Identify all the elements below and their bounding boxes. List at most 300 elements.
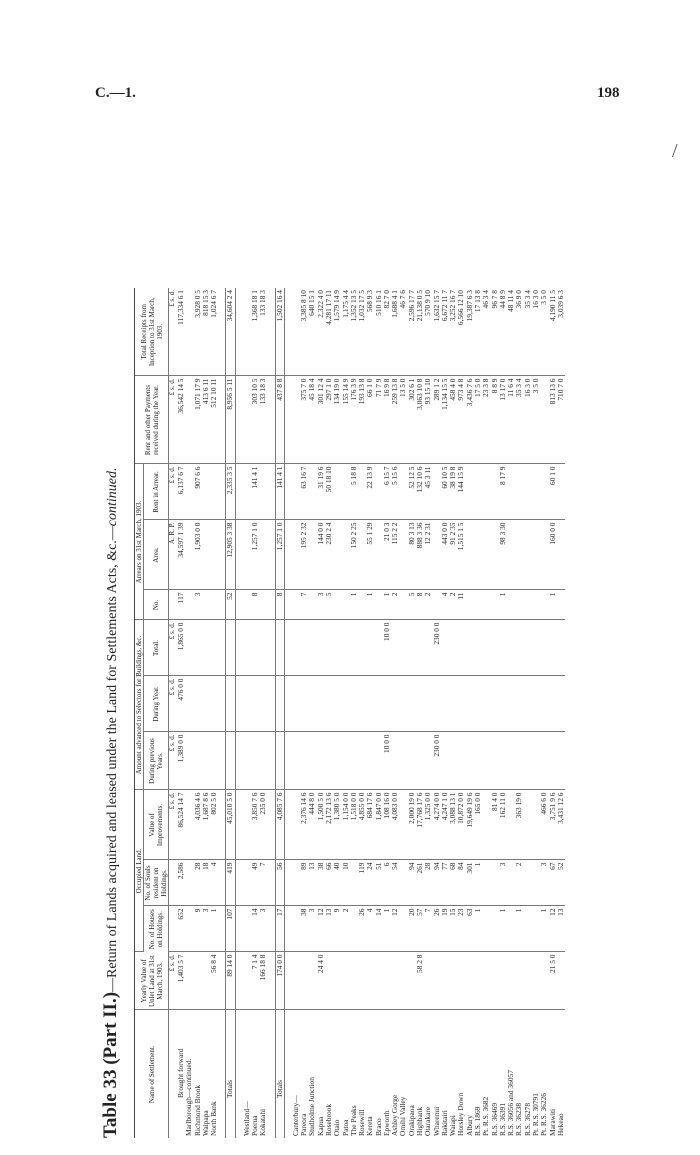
table-row — [300, 288, 308, 1138]
cell-name — [268, 1010, 276, 1138]
cell-houses: 1 — [474, 906, 482, 952]
cell-souls: 3 — [499, 860, 507, 906]
cell-houses — [268, 906, 276, 952]
table-row — [243, 288, 251, 1138]
cell-name: Poerua — [249, 1115, 259, 1136]
cell-total — [317, 620, 325, 676]
cell-impr: 1,847 0 0 — [375, 790, 383, 860]
cell-impr — [235, 790, 243, 860]
cell-name: Kereta — [365, 1116, 375, 1136]
cell-yearly — [194, 952, 202, 1010]
cell-rent — [259, 464, 267, 520]
cell-paid: 16 3 0 — [524, 376, 532, 464]
cell-year — [466, 676, 474, 732]
cell-year — [474, 676, 482, 732]
cell-prev — [284, 732, 292, 790]
table-row — [194, 288, 202, 1138]
cell-paid: 8 8 9 — [491, 376, 499, 464]
cell-no: 8 — [416, 590, 424, 620]
units-row — [169, 288, 177, 1138]
col-souls: No. of Souls resident on Holdings. — [144, 860, 169, 906]
cell-total — [210, 620, 218, 676]
table-row — [524, 288, 532, 1138]
cell-rec: 6,566 12 10 — [457, 288, 465, 376]
cell-paid: 1,134 15 5 — [441, 376, 449, 464]
cell-total — [243, 620, 251, 676]
cell-yearly: 21 5 0 — [549, 952, 557, 1010]
cell-year — [424, 676, 432, 732]
cell-no — [202, 590, 210, 620]
totals-row — [275, 288, 284, 1138]
cell-no — [524, 590, 532, 620]
cell-total — [202, 620, 210, 676]
cell-yearly: 58 2 8 — [416, 952, 424, 1010]
cell-impr: 10,872 0 0 — [457, 790, 465, 860]
cell-impr: 4,855 0 0 — [358, 790, 366, 860]
cell-year — [457, 676, 465, 732]
cell-no — [284, 590, 292, 620]
cell-impr: 3,088 13 1 — [449, 790, 457, 860]
cell-rent: 60 1 0 — [549, 464, 557, 520]
cell-prev — [457, 732, 465, 790]
table-row — [416, 288, 424, 1138]
cell-total — [557, 620, 565, 676]
unit-lsd: £ s. d. — [169, 288, 177, 376]
cell-souls: 77 — [441, 860, 449, 906]
cell-souls: 6 — [383, 860, 391, 906]
cell-houses — [482, 906, 490, 952]
cell-souls — [507, 860, 515, 906]
cell-no: 4 — [441, 590, 449, 620]
cell-yearly — [391, 952, 399, 1010]
cell-rec: 46 3 4 — [482, 288, 490, 376]
cell-total: 230 0 0 — [433, 620, 441, 676]
cell-paid: 71 7 9 — [375, 376, 383, 464]
cell-year — [350, 676, 358, 732]
cell-year — [243, 676, 251, 732]
cell-yearly — [515, 952, 523, 1010]
col-rent-paid: Rent and other Payments received during the Year. — [135, 376, 169, 464]
cell-total — [499, 620, 507, 676]
cell-area — [466, 520, 474, 590]
cell-impr: 3,751 9 6 — [549, 790, 557, 860]
cell-prev — [524, 732, 532, 790]
cell-souls — [532, 860, 540, 906]
cell-yearly — [185, 952, 193, 1010]
cell-year — [300, 676, 308, 732]
cell-impr: 4,247 1 0 — [441, 790, 449, 860]
cell-no — [532, 590, 540, 620]
cell-houses: 1 — [540, 906, 548, 952]
cell-no: 3 — [317, 590, 325, 620]
cell-year — [499, 676, 507, 732]
cell-houses: 3 — [308, 906, 316, 952]
cell-rent: 50 18 10 — [325, 464, 333, 520]
cell-no: 8 — [275, 590, 284, 620]
cell-impr: 2,172 13 6 — [325, 790, 333, 860]
cell-no: 11 — [457, 590, 465, 620]
cell-souls — [284, 860, 292, 906]
cell-total — [515, 620, 523, 676]
cell-yearly — [358, 952, 366, 1010]
cell-area: 150 2 25 — [350, 520, 358, 590]
cell-no: 1 — [499, 590, 507, 620]
cell-year — [226, 676, 235, 732]
cell-houses: 14 — [375, 906, 383, 952]
cell-paid: 16 9 8 — [383, 376, 391, 464]
cell-paid: 259 13 8 — [391, 376, 399, 464]
table-row — [482, 288, 490, 1138]
cell-souls: 261 — [416, 860, 424, 906]
table-row — [210, 288, 218, 1138]
cell-year — [317, 676, 325, 732]
cell-souls: 38 — [317, 860, 325, 906]
cell-prev — [226, 732, 235, 790]
cell-houses: 7 — [424, 906, 432, 952]
cell-houses: 17 — [275, 906, 284, 952]
unit-lsd: £ s. d. — [169, 790, 177, 860]
cell-area: 21 0 3 — [383, 520, 391, 590]
table-row — [540, 288, 548, 1138]
cell-prev — [243, 732, 251, 790]
cell-total — [325, 620, 333, 676]
cell-total — [524, 620, 532, 676]
cell-name: The Peaks — [348, 1105, 358, 1136]
cell-paid: 3 5 0 — [532, 376, 540, 464]
cell-yearly — [441, 952, 449, 1010]
cell-area — [284, 520, 292, 590]
cell-souls: 13 — [308, 860, 316, 906]
cell-souls — [524, 860, 532, 906]
cell-name: Horsley Down — [456, 1092, 466, 1136]
cell-no — [259, 590, 267, 620]
cell-name: Braco — [373, 1118, 383, 1136]
table-title-tail: continued. — [105, 467, 120, 527]
cell-area: 160 0 0 — [549, 520, 557, 590]
col-occupied-land: Occupied Land. — [135, 790, 144, 952]
table-row — [358, 288, 366, 1138]
cell-paid: 813 13 6 — [549, 376, 557, 464]
cell-prev — [507, 732, 515, 790]
cell-rec: 2,596 17 7 — [408, 288, 416, 376]
cell-name: Wharenui — [431, 1106, 441, 1136]
cell-rent — [466, 464, 474, 520]
col-houses: No. of Houses on Holdings. — [144, 906, 169, 952]
cell-total — [532, 620, 540, 676]
cell-rec: 96 7 8 — [491, 288, 499, 376]
cell-area — [202, 520, 210, 590]
cell-paid — [268, 376, 276, 464]
cell-prev — [185, 732, 193, 790]
cell-no: 3 — [194, 590, 202, 620]
cell-area — [268, 520, 276, 590]
cell-rec: 36 9 0 — [515, 288, 523, 376]
cell-name: Westland— — [241, 1101, 251, 1136]
cell-houses: 26 — [358, 906, 366, 952]
table-row — [549, 288, 557, 1138]
cell-souls: 84 — [457, 860, 465, 906]
cell-paid: 134 19 0 — [333, 376, 341, 464]
cell-yearly: 174 0 0 — [275, 952, 284, 1010]
cell-houses: 652 — [177, 906, 185, 952]
cell-souls: 89 — [300, 860, 308, 906]
cell-total — [292, 620, 300, 676]
cell-name: Studholme Junction — [307, 1077, 317, 1136]
cell-yearly — [375, 952, 383, 1010]
cell-prev — [292, 732, 300, 790]
cell-prev — [342, 732, 350, 790]
cell-rent — [507, 464, 515, 520]
cell-paid: 289 1 2 — [433, 376, 441, 464]
cell-prev — [474, 732, 482, 790]
cell-prev — [557, 732, 565, 790]
cell-impr: 162 11 0 — [499, 790, 507, 860]
cell-prev — [350, 732, 358, 790]
cell-rent: 45 3 11 — [424, 464, 432, 520]
cell-prev — [482, 732, 490, 790]
cell-impr: 684 17 6 — [366, 790, 374, 860]
cell-name: Albury — [464, 1115, 474, 1136]
cell-rent: 132 10 6 — [416, 464, 424, 520]
table-row — [177, 288, 185, 1138]
cell-paid: 413 6 11 — [202, 376, 210, 464]
cell-rec: 46 7 6 — [399, 288, 407, 376]
cell-souls: 94 — [408, 860, 416, 906]
table-row — [507, 288, 515, 1138]
cell-impr: 19,649 19 6 — [466, 790, 474, 860]
cell-souls: 28 — [194, 860, 202, 906]
cell-name: Marlborough—continued. — [184, 1058, 194, 1136]
table-row — [433, 288, 441, 1138]
cell-prev — [210, 732, 218, 790]
unit-lsd: £ s. d. — [169, 620, 177, 676]
cell-total — [194, 620, 202, 676]
cell-rec: 82 7 0 — [383, 288, 391, 376]
cell-year — [251, 676, 259, 732]
cell-rent: 52 12 5 — [408, 464, 416, 520]
cell-name: Otaio — [332, 1119, 342, 1136]
cell-year — [524, 676, 532, 732]
cell-houses: 14 — [251, 906, 259, 952]
cell-houses — [532, 906, 540, 952]
unit-lsd: £ s. d. — [169, 952, 177, 1010]
table-row — [185, 288, 193, 1138]
table-row — [375, 288, 383, 1138]
cell-yearly — [433, 952, 441, 1010]
spacer-row — [268, 288, 276, 1138]
cell-total — [391, 620, 399, 676]
cell-name: Ashley Gorge — [390, 1094, 400, 1136]
totals-row — [226, 288, 235, 1138]
cell-area: 1,257 1 0 — [251, 520, 259, 590]
table-title-lead: Table 33 (Part II.) — [100, 991, 121, 1138]
cell-yearly — [399, 952, 407, 1010]
cell-area — [210, 520, 218, 590]
cell-no: 7 — [300, 590, 308, 620]
cell-area: 91 2 35 — [449, 520, 457, 590]
cell-area: 12 2 31 — [424, 520, 432, 590]
cell-houses — [235, 906, 243, 952]
cell-rec: 21,138 0 5 — [416, 288, 424, 376]
cell-total — [342, 620, 350, 676]
cell-name: Pareora — [299, 1113, 309, 1136]
cell-impr: 235 0 0 — [259, 790, 267, 860]
cell-rec: 1,688 4 1 — [391, 288, 399, 376]
cell-area: 230 2 4 — [325, 520, 333, 590]
cell-prev — [416, 732, 424, 790]
cell-total — [251, 620, 259, 676]
cell-souls: 10 — [342, 860, 350, 906]
cell-name: Rosebrook — [323, 1103, 333, 1136]
cell-year — [366, 676, 374, 732]
cell-rec: 3,252 16 7 — [449, 288, 457, 376]
cell-rent: 5 18 8 — [350, 464, 358, 520]
table-row — [515, 288, 523, 1138]
cell-name: Pt. R.S. 36226 — [539, 1093, 549, 1136]
cell-name — [218, 1010, 226, 1138]
cell-souls: 49 — [251, 860, 259, 906]
cell-yearly — [366, 952, 374, 1010]
cell-souls: 54 — [391, 860, 399, 906]
cell-total — [308, 620, 316, 676]
cell-houses: 1 — [515, 906, 523, 952]
cell-year — [491, 676, 499, 732]
cell-souls — [268, 860, 276, 906]
cell-name: Totals — [226, 1010, 235, 1138]
cell-area: 98 3 30 — [499, 520, 507, 590]
cell-rec: 3 5 0 — [540, 288, 548, 376]
table-row — [292, 288, 300, 1138]
cell-total — [218, 620, 226, 676]
cell-total — [549, 620, 557, 676]
col-advanced-year: During Year. — [144, 676, 169, 732]
cell-rent: 22 13 9 — [366, 464, 374, 520]
cell-rent: 907 6 6 — [194, 464, 202, 520]
cell-total — [259, 620, 267, 676]
cell-rec: 17 13 8 — [474, 288, 482, 376]
col-arrears: Arrears on 31st March, 1903. — [135, 464, 144, 620]
cell-paid: 512 10 11 — [210, 376, 218, 464]
col-rent-in-arrear: Rent in Arrear. — [144, 464, 169, 520]
col-amount-advanced: Amount advanced to Selectors for Buildings, &c. — [135, 620, 144, 790]
cell-paid: 3,063 10 8 — [416, 376, 424, 464]
unit-area: A. R. P. — [169, 520, 177, 590]
cell-name: R.S. 36278 — [522, 1102, 532, 1136]
cell-name: R.S. 36469 — [489, 1102, 499, 1136]
table-row — [350, 288, 358, 1138]
cell-impr — [284, 790, 292, 860]
cell-yearly — [557, 952, 565, 1010]
table-row — [499, 288, 507, 1138]
cell-paid: 155 14 9 — [342, 376, 350, 464]
unit-lsd: £ s. d. — [169, 464, 177, 520]
cell-year — [416, 676, 424, 732]
cell-name: R.S. 1869 — [473, 1106, 483, 1136]
cell-souls — [491, 860, 499, 906]
cell-prev — [408, 732, 416, 790]
cell-year — [399, 676, 407, 732]
cell-souls — [482, 860, 490, 906]
cell-no — [268, 590, 276, 620]
cell-area — [515, 520, 523, 590]
table-body — [169, 288, 565, 1138]
cell-no: 52 — [226, 590, 235, 620]
cell-yearly: 1,403 5 7 — [177, 952, 185, 1010]
cell-name: Waiapi — [448, 1115, 458, 1136]
cell-yearly — [466, 952, 474, 1010]
cell-paid: 710 7 0 — [557, 376, 565, 464]
unit-lsd: £ s. d. — [169, 676, 177, 732]
cell-no: 2 — [449, 590, 457, 620]
table-row — [333, 288, 341, 1138]
cell-paid — [284, 376, 292, 464]
cell-souls: 7 — [259, 860, 267, 906]
cell-prev — [308, 732, 316, 790]
table-row — [557, 288, 565, 1138]
cell-rent: 6 15 7 — [383, 464, 391, 520]
cell-houses: 63 — [466, 906, 474, 952]
cell-prev — [466, 732, 474, 790]
cell-rent: 5 15 6 — [391, 464, 399, 520]
cell-impr: 444 8 0 — [308, 790, 316, 860]
cell-houses: 2 — [342, 906, 350, 952]
cell-name: Richmond Brook — [192, 1084, 202, 1136]
cell-houses: 13 — [325, 906, 333, 952]
cell-yearly: 24 4 0 — [317, 952, 325, 1010]
cell-houses: 23 — [457, 906, 465, 952]
cell-impr: 363 19 0 — [515, 790, 523, 860]
cell-houses: 107 — [226, 906, 235, 952]
cell-rent — [268, 464, 276, 520]
col-name: Name of Settlement. — [135, 1010, 169, 1138]
cell-rent — [482, 464, 490, 520]
cell-yearly — [499, 952, 507, 1010]
cell-year — [292, 676, 300, 732]
cell-impr: 2,376 14 6 — [300, 790, 308, 860]
cell-prev — [333, 732, 341, 790]
cell-name: North Bank — [209, 1101, 219, 1136]
cell-no: 1 — [383, 590, 391, 620]
cell-total — [399, 620, 407, 676]
cell-rec: 1,502 16 4 — [275, 288, 284, 376]
cell-paid: 17 5 0 — [474, 376, 482, 464]
cell-total — [449, 620, 457, 676]
cell-yearly — [449, 952, 457, 1010]
cell-souls: 66 — [325, 860, 333, 906]
cell-prev — [300, 732, 308, 790]
cell-name: R.S. 36391 — [497, 1102, 507, 1136]
cell-yearly — [284, 952, 292, 1010]
cell-souls: 3 — [540, 860, 548, 906]
unit-lsd: £ s. d. — [169, 376, 177, 464]
cell-rec: 1,175 4 4 — [342, 288, 350, 376]
cell-prev — [366, 732, 374, 790]
cell-houses: 1 — [499, 906, 507, 952]
cell-paid: 23 3 8 — [482, 376, 490, 464]
cell-impr: 4,036 4 6 — [194, 790, 202, 860]
table-title — [100, 108, 126, 1138]
cell-prev — [325, 732, 333, 790]
table-row — [383, 288, 391, 1138]
cell-yearly: 166 18 8 — [259, 952, 267, 1010]
spacer-row — [284, 288, 292, 1138]
cell-name: Patoa — [340, 1119, 350, 1136]
cell-yearly — [268, 952, 276, 1010]
cell-yearly — [532, 952, 540, 1010]
page-code: C.—1. — [95, 85, 136, 101]
cell-impr: 17,768 17 6 — [416, 790, 424, 860]
cell-area — [235, 520, 243, 590]
